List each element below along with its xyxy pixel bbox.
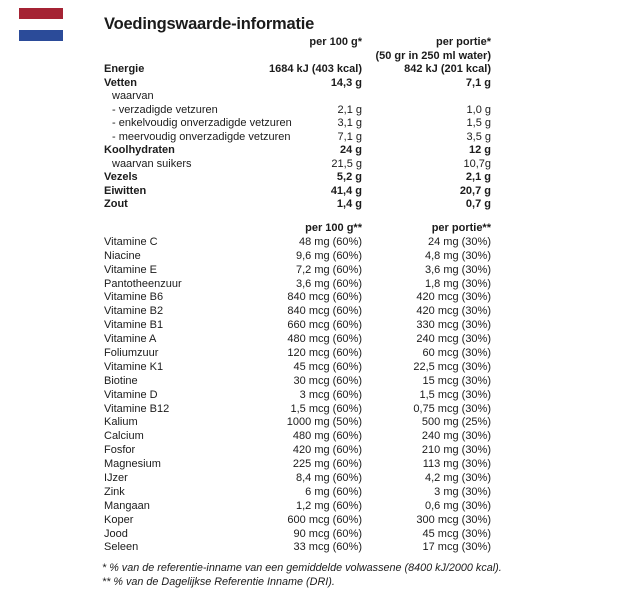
per-portie-value: 1,8 mg (30%) bbox=[424, 277, 491, 290]
nutrient-label: Jood bbox=[104, 527, 128, 540]
per-100g-value: 840 mcg (60%) bbox=[287, 305, 362, 318]
flag-stripe-white bbox=[19, 19, 63, 30]
nutrient-row bbox=[0, 236, 621, 250]
per-100g-value: 1684 kJ (403 kcal) bbox=[269, 63, 362, 75]
nutrient-row bbox=[0, 389, 621, 403]
nutrient-row bbox=[0, 444, 621, 458]
per-100g-value: 3,6 mg (60%) bbox=[295, 277, 362, 290]
per-100g-value: 24 g bbox=[339, 144, 362, 156]
nutrient-label: Vitamine K1 bbox=[104, 360, 164, 373]
nutrient-row bbox=[0, 375, 621, 389]
per-100g-value: 480 mcg (60%) bbox=[287, 333, 362, 346]
nutrient-label: Magnesium bbox=[104, 458, 161, 471]
per-portie-value: 3,5 g bbox=[466, 130, 491, 143]
per-portie-value: 113 mg (30%) bbox=[422, 458, 491, 471]
nutrient-row bbox=[0, 171, 621, 185]
nutrient-row bbox=[0, 305, 621, 319]
per-portie-value: 500 mg (25%) bbox=[421, 416, 491, 429]
per-100g-column-header: per 100 g** bbox=[305, 222, 362, 234]
per-100g-value: 120 mcg (60%) bbox=[287, 347, 362, 360]
footnotes bbox=[102, 562, 502, 590]
nutrient-label: Vitamine C bbox=[104, 235, 158, 248]
per-100g-value: 1,2 mg (60%) bbox=[295, 499, 362, 512]
per-portie-column-header: per portie* bbox=[435, 36, 491, 48]
nutrient-row bbox=[0, 347, 621, 361]
per-100g-value: 1000 mg (50%) bbox=[286, 416, 362, 429]
nutrient-label: Vitamine A bbox=[104, 333, 157, 346]
nutrient-label: Vitamine B1 bbox=[104, 319, 164, 332]
per-100g-value: 9,6 mg (60%) bbox=[295, 249, 362, 262]
nutrient-label: Vitamine D bbox=[104, 388, 158, 401]
per-portie-value: 210 mg (30%) bbox=[421, 444, 491, 457]
nutrient-row bbox=[0, 472, 621, 486]
nutrient-label: Vitamine E bbox=[104, 263, 157, 276]
micronutrients-table bbox=[0, 222, 621, 555]
per-portie-value: 4,8 mg (30%) bbox=[424, 249, 491, 262]
nutrient-label: IJzer bbox=[104, 472, 128, 485]
nutrient-label: Vitamine B12 bbox=[104, 402, 170, 415]
nutrient-row bbox=[0, 117, 621, 131]
per-100g-column-header: per 100 g* bbox=[309, 36, 362, 48]
footnote-dri: ** % van de Dagelijkse Referentie Inname (DRI). bbox=[102, 575, 335, 588]
per-100g-value: 6 mg (60%) bbox=[305, 485, 362, 498]
per-portie-value: 2,1 g bbox=[465, 171, 491, 183]
nutrient-label: Vezels bbox=[104, 171, 138, 183]
per-portie-value: 240 mcg (30%) bbox=[416, 333, 491, 346]
per-100g-value: 1,4 g bbox=[336, 198, 362, 210]
nutrient-row bbox=[0, 144, 621, 158]
nutrient-label: Niacine bbox=[104, 249, 141, 262]
per-portie-value: 0,6 mg (30%) bbox=[424, 499, 491, 512]
per-100g-value: 225 mg (60%) bbox=[292, 458, 362, 471]
nutrient-label: Kalium bbox=[104, 416, 138, 429]
per-100g-value: 8,4 mg (60%) bbox=[295, 472, 362, 485]
per-portie-value: 10,7g bbox=[463, 157, 491, 170]
per-portie-value: 842 kJ (201 kcal) bbox=[404, 63, 491, 75]
nutrient-row bbox=[0, 77, 621, 91]
per-portie-value: 45 mcg (30%) bbox=[422, 527, 491, 540]
per-100g-value: 14,3 g bbox=[330, 76, 362, 89]
per-100g-value: 480 mg (60%) bbox=[292, 430, 362, 443]
per-100g-value: 48 mg (60%) bbox=[299, 235, 362, 248]
nutrient-row bbox=[0, 90, 621, 104]
nutrient-row bbox=[0, 131, 621, 145]
per-100g-value: 45 mcg (60%) bbox=[293, 360, 362, 373]
nutrient-label: Seleen bbox=[104, 541, 139, 554]
per-100g-value: 1,5 mcg (60%) bbox=[290, 402, 362, 415]
per-portie-value: 20,7 g bbox=[459, 184, 491, 197]
micro-header-row bbox=[0, 222, 621, 236]
nutrient-label: - verzadigde vetzuren bbox=[112, 103, 218, 116]
per-100g-value: 660 mcg (60%) bbox=[287, 319, 362, 332]
per-portie-value: 24 mg (30%) bbox=[428, 235, 491, 248]
nutrient-row bbox=[0, 333, 621, 347]
per-portie-value: 15 mcg (30%) bbox=[422, 374, 491, 387]
per-portie-value: 4,2 mg (30%) bbox=[424, 472, 491, 485]
nutrient-row bbox=[0, 250, 621, 264]
per-100g-value: 7,2 mg (60%) bbox=[295, 263, 362, 276]
nutrient-row bbox=[0, 486, 621, 500]
per-portie-value: 1,5 mcg (30%) bbox=[419, 388, 491, 401]
nutrient-row bbox=[0, 319, 621, 333]
per-100g-value: 90 mcg (60%) bbox=[293, 527, 362, 540]
macro-subheader-row bbox=[0, 50, 621, 64]
per-portie-value: 1,5 g bbox=[466, 117, 491, 129]
nutrient-row bbox=[0, 541, 621, 555]
nutrient-label: Mangaan bbox=[104, 499, 150, 512]
nutrient-label: Zout bbox=[104, 198, 128, 210]
nutrient-label: Energie bbox=[104, 63, 145, 75]
nutrient-label: - meervoudig onverzadigde vetzuren bbox=[112, 130, 291, 143]
per-100g-value: 420 mg (60%) bbox=[292, 444, 362, 457]
per-portie-value: 17 mcg (30%) bbox=[422, 541, 491, 554]
per-portie-value: 240 mg (30%) bbox=[421, 430, 491, 443]
per-100g-value: 600 mcg (60%) bbox=[287, 513, 362, 526]
per-portie-value: 3,6 mg (30%) bbox=[424, 263, 491, 276]
nutrient-row bbox=[0, 185, 621, 199]
nutrient-row bbox=[0, 416, 621, 430]
nutrient-row bbox=[0, 291, 621, 305]
nutrient-row bbox=[0, 458, 621, 472]
per-portie-value: 12 g bbox=[468, 144, 491, 156]
per-100g-value: 3,1 g bbox=[337, 117, 362, 129]
per-portie-value: 3 mg (30%) bbox=[434, 485, 491, 498]
nutrient-row bbox=[0, 198, 621, 212]
nutrient-row bbox=[0, 528, 621, 542]
nutrient-label: Koper bbox=[104, 513, 134, 526]
per-100g-value: 33 mcg (60%) bbox=[293, 541, 362, 554]
per-portie-value: 0,75 mcg (30%) bbox=[413, 402, 491, 415]
per-portie-column-header: per portie** bbox=[431, 222, 491, 234]
nutrient-row bbox=[0, 514, 621, 528]
per-100g-value: 30 mcg (60%) bbox=[293, 374, 362, 387]
page-title: Voedingswaarde-informatie bbox=[104, 15, 315, 33]
nutrient-label: Koolhydraten bbox=[104, 144, 175, 156]
nutrient-label: Eiwitten bbox=[104, 184, 147, 197]
per-100g-value: 2,1 g bbox=[337, 103, 362, 116]
nutrient-row bbox=[0, 104, 621, 118]
nutrient-label: Vitamine B6 bbox=[104, 291, 164, 304]
per-portie-value: 1,0 g bbox=[466, 103, 491, 116]
per-100g-value: 3 mcg (60%) bbox=[299, 388, 362, 401]
nutrient-row bbox=[0, 264, 621, 278]
nutrient-label: Biotine bbox=[104, 374, 138, 387]
footnote-reference-intake: * % van de referentie-inname van een gemiddelde volwassene (8400 kJ/2000 kcal). bbox=[102, 562, 502, 574]
flag-stripe-red bbox=[19, 8, 63, 19]
nutrient-row bbox=[0, 403, 621, 417]
per-portie-value: 420 mcg (30%) bbox=[416, 305, 491, 318]
macro-header-row bbox=[0, 36, 621, 50]
nutrient-label: Fosfor bbox=[104, 444, 136, 457]
nutrient-label: Vetten bbox=[104, 76, 138, 89]
per-portie-value: 420 mcg (30%) bbox=[416, 291, 491, 304]
per-100g-value: 5,2 g bbox=[336, 171, 362, 183]
nutrient-label: Vitamine B2 bbox=[104, 305, 164, 318]
nutrient-row bbox=[0, 278, 621, 292]
per-portie-value: 22,5 mcg (30%) bbox=[413, 360, 491, 373]
per-portie-value: 7,1 g bbox=[465, 76, 491, 89]
macronutrients-table bbox=[0, 36, 621, 212]
nutrient-label: Pantotheenzuur bbox=[104, 277, 182, 290]
per-100g-value: 7,1 g bbox=[337, 130, 362, 143]
nutrient-label: Zink bbox=[104, 485, 125, 498]
nutrient-label: Foliumzuur bbox=[104, 347, 159, 360]
nutrient-row bbox=[0, 361, 621, 375]
nutrient-label: - enkelvoudig onverzadigde vetzuren bbox=[112, 117, 292, 129]
nutrient-label: waarvan bbox=[112, 90, 154, 102]
nutrient-row bbox=[0, 430, 621, 444]
per-100g-value: 41,4 g bbox=[330, 184, 362, 197]
nutrient-row bbox=[0, 158, 621, 172]
nutrient-label: waarvan suikers bbox=[112, 157, 192, 170]
nutrient-row bbox=[0, 500, 621, 514]
per-portie-value: 60 mcg (30%) bbox=[422, 347, 491, 360]
nutrient-row bbox=[0, 63, 621, 77]
nutrient-label: Calcium bbox=[104, 430, 144, 443]
per-portie-value: 0,7 g bbox=[465, 198, 491, 210]
per-portie-value: 300 mcg (30%) bbox=[416, 513, 491, 526]
per-100g-value: 840 mcg (60%) bbox=[287, 291, 362, 304]
per-portie-value: 330 mcg (30%) bbox=[416, 319, 491, 332]
per-portie-column-subheader: (50 gr in 250 ml water) bbox=[375, 49, 491, 62]
per-100g-value: 21,5 g bbox=[331, 157, 362, 170]
